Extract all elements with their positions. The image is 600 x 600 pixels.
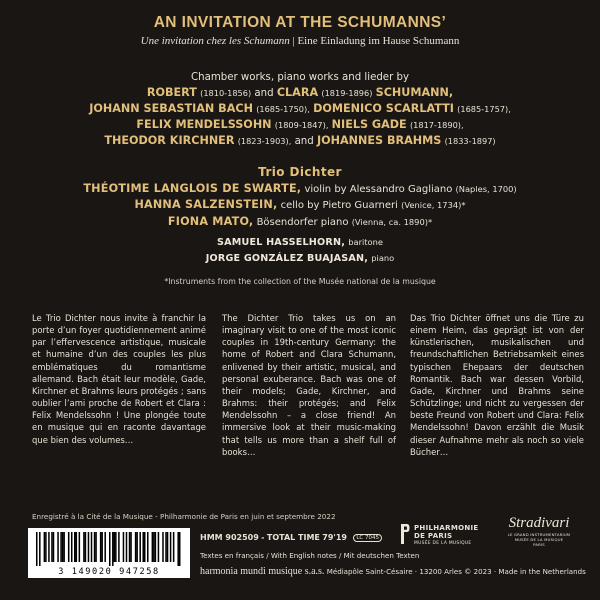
violin-note: (Naples, 1700) xyxy=(455,183,517,194)
barcode-bar xyxy=(123,532,125,562)
barcode-bar xyxy=(155,532,157,562)
barcode-bar xyxy=(68,532,70,562)
barcode-bar xyxy=(62,532,64,562)
stradivari-sub3: PARIS xyxy=(533,542,545,547)
barcode-bar xyxy=(45,532,47,562)
text-english: The Dichter Trio takes us on an imaginary visit to one of the most iconic couples in 19th-century Germany: the home of Robert and Clara Schumann, enlivened by their artistic, musical, and personal exuberance. Bach was one of their models; Gade, Kirchner, and Brahms: their protégés; and Felix Mendelssohn – a close friend! An immersive look at their music-making that tells us more than a shelf full of books… xyxy=(222,313,396,457)
barcode-bar xyxy=(101,532,103,562)
barcode-bar xyxy=(142,532,144,562)
composer-schumann: SCHUMANN, xyxy=(375,86,454,99)
barcode-bar xyxy=(112,532,114,566)
barcode-bar xyxy=(118,532,120,562)
artist-pianist xyxy=(0,251,600,267)
barcode-bar xyxy=(115,532,117,562)
subtitle-de: Eine Einladung im Hause Schumann xyxy=(297,35,460,47)
violin-name: THÉOTIME LANGLOIS DE SWARTE, xyxy=(83,181,302,195)
philharmonie-logo xyxy=(400,521,496,551)
composer-robert: ROBERT xyxy=(146,86,197,99)
instrument-footnote: *Instruments from the collection of the Musée national de la musique xyxy=(164,277,436,286)
barcode-bar xyxy=(39,532,41,566)
composer-scarlatti: DOMENICO SCARLATTI xyxy=(313,102,454,115)
years-clara: (1819-1896) xyxy=(321,88,373,98)
barcode-bar xyxy=(100,532,102,562)
barcode-bar xyxy=(177,532,179,566)
composer-bach: JOHANN SEBASTIAN BACH xyxy=(89,102,253,115)
barcode-bar xyxy=(71,532,73,562)
barcode-bar xyxy=(60,532,62,562)
barcode-bar xyxy=(139,532,141,562)
barcode-bar xyxy=(51,532,53,562)
barcode-bar xyxy=(44,532,46,562)
barcode-bar xyxy=(83,532,85,562)
barcode xyxy=(28,528,190,578)
pianist-role: piano xyxy=(371,252,395,263)
catalog-line xyxy=(200,533,382,542)
cello-note: (Venice, 1734)* xyxy=(401,200,466,210)
program-and-1: and xyxy=(254,88,274,99)
years-scarlatti: (1685-1757), xyxy=(457,104,511,114)
album-title: AN INVITATION AT THE SCHUMANNS’ xyxy=(153,14,447,31)
artist-baritone xyxy=(0,235,600,251)
baritone-role: baritone xyxy=(348,237,383,247)
barcode-bar xyxy=(162,532,164,562)
violin-role: violin by Alessandro Gagliano xyxy=(304,183,453,195)
barcode-bar xyxy=(109,532,111,566)
recording-info: Enregistré à la Cité de la Musique - Philharmonie de Paris en juin et septembre 2022 xyxy=(32,512,336,521)
barcode-bar xyxy=(94,532,96,562)
years-kirchner: (1823-1903), xyxy=(237,136,292,146)
header xyxy=(0,14,600,47)
barcode-bar xyxy=(76,532,78,562)
composer-brahms: JOHANNES BRAHMS xyxy=(316,134,442,147)
barcode-bar xyxy=(152,532,154,562)
barcode-bar xyxy=(135,532,137,562)
composer-mendelssohn: FELIX MENDELSSOHN xyxy=(136,118,272,131)
barcode-bar xyxy=(74,532,76,562)
stradivari-logo xyxy=(499,515,579,555)
barcode-bar xyxy=(95,532,97,562)
ensemble-name: Trio Dichter xyxy=(258,165,342,179)
philharmonie-mark-icon xyxy=(400,523,410,545)
program-intro: Chamber works, piano works and lieder by xyxy=(191,72,409,83)
philharmonie-sub: MUSÉE DE LA MUSIQUE xyxy=(414,541,472,546)
program-line-4 xyxy=(0,133,600,149)
label-address: Médiapôle Saint-Césaire · 13200 Arles xyxy=(326,567,462,576)
years-bach: (1685-1750), xyxy=(256,104,310,114)
subtitle-fr: Une invitation chez les Schumann xyxy=(140,35,290,47)
barcode-bar xyxy=(57,532,59,562)
barcode-bar xyxy=(91,532,93,562)
artist-violin xyxy=(0,181,600,198)
years-brahms: (1833-1897) xyxy=(444,136,496,146)
philharmonie-line2: DE PARIS xyxy=(414,532,453,540)
cello-role: cello by Pietro Guarneri xyxy=(280,200,398,211)
label-name: harmonia mundi musique s.a.s. xyxy=(200,566,325,577)
barcode-bar xyxy=(114,532,116,562)
barcode-bar xyxy=(136,532,138,562)
text-german: Das Trio Dichter öffnet uns die Türe zu einem Heim, das geprägt ist von der künstlerischen, musikalischen und freundschaftlichen Betriebsamkeit eines typischen Ehepaars der deutschen Romantik. Bach war dessen Vorbild, Gade, Kirchner und Brahms seine Schützlinge; und nicht zu vergessen der beste Freund von Robert und Clara: Felix Mendelssohn! Davon erzählt die Musik dieser Aufnahme mehr als noch so viele Bücher… xyxy=(410,313,584,457)
total-time-label: TOTAL TIME xyxy=(266,533,320,542)
barcode-bar xyxy=(153,532,155,562)
program-and-2: and xyxy=(294,136,314,147)
years-robert: (1810-1856) xyxy=(200,88,252,98)
barcode-bar xyxy=(147,532,149,562)
years-mendelssohn: (1809-1847), xyxy=(274,120,329,130)
barcode-bar xyxy=(179,532,181,566)
piano-role: Bösendorfer piano xyxy=(256,216,349,228)
barcode-bar xyxy=(167,532,169,562)
barcode-digits: 3 149020 947258 xyxy=(58,567,160,577)
barcode-bar xyxy=(48,532,50,562)
baritone-name: SAMUEL HASSELHORN, xyxy=(217,237,346,248)
barcode-bar xyxy=(63,532,65,562)
total-time: 79'19 xyxy=(322,533,347,542)
copyright: © 2023 · Made in the Netherlands xyxy=(464,567,586,576)
artist-piano xyxy=(0,214,600,231)
program-list xyxy=(0,70,600,149)
barcode-bar xyxy=(130,532,132,562)
barcode-bar xyxy=(158,532,160,562)
piano-name: FIONA MATO, xyxy=(167,214,254,228)
barcode-bar xyxy=(173,532,175,562)
barcode-bar xyxy=(85,532,87,562)
subtitle-separator: | xyxy=(292,35,295,47)
barcode-bar xyxy=(129,532,131,562)
composer-gade: NIELS GADE xyxy=(331,118,407,131)
barcode-bar xyxy=(126,532,128,562)
program-line-1 xyxy=(0,85,600,101)
stradivari-sub1: LE GRAND INSTRUMENTARIUM xyxy=(507,532,571,537)
label-code-badge: LC 7045 xyxy=(353,534,382,542)
pianist-name: JORGE GONZÁLEZ BUAJASAN, xyxy=(205,252,369,264)
barcode-bar xyxy=(79,532,81,562)
album-subtitle xyxy=(0,35,600,47)
stradivari-wordmark: Stradivari xyxy=(508,515,570,531)
barcode-bars xyxy=(36,532,182,566)
cello-name: HANNA SALZENSTEIN, xyxy=(134,198,278,211)
stradivari-sub2: MUSÉE DE LA MUSIQUE xyxy=(514,537,564,542)
barcode-bar xyxy=(88,532,90,562)
years-gade: (1817-1890), xyxy=(409,120,464,130)
text-french: Le Trio Dichter nous invite à franchir la porte d’un foyer quotidiennement animé par l’effervescence artistique, musicale et humaine d’un des couples les plus emblématiques du romantisme allemand. Bach était leur modèle, Gade, Kirchner et Brahms leurs protégés ; sans oublier l’ami proche de Robert et Clara : Felix Mendelssohn ! Une plongée toute en musique qui en raconte davantage que bien des volumes… xyxy=(32,313,206,445)
composer-clara: CLARA xyxy=(276,86,319,99)
barcode-bar xyxy=(104,532,106,562)
program-line-2 xyxy=(0,101,600,117)
barcode-bar xyxy=(36,532,38,566)
label-info xyxy=(200,566,586,577)
artist-cello xyxy=(0,197,600,214)
catalog-number: HMM 902509 xyxy=(200,533,259,542)
barcode-bar xyxy=(53,532,55,562)
language-note: Textes en français / With English notes / Mit deutschen Texten xyxy=(200,551,420,560)
barcode-bar xyxy=(170,532,172,562)
barcode-bar xyxy=(165,532,167,562)
barcode-bar xyxy=(144,532,146,562)
catalog-dash: - xyxy=(261,533,265,542)
composer-kirchner: THEODOR KIRCHNER xyxy=(104,134,235,147)
philharmonie-name xyxy=(414,524,478,540)
artists xyxy=(0,165,600,266)
piano-note: (Vienna, ca. 1890)* xyxy=(351,216,433,227)
philharmonie-line1: PHILHARMONIE xyxy=(414,524,479,532)
program-line-3 xyxy=(0,117,600,133)
